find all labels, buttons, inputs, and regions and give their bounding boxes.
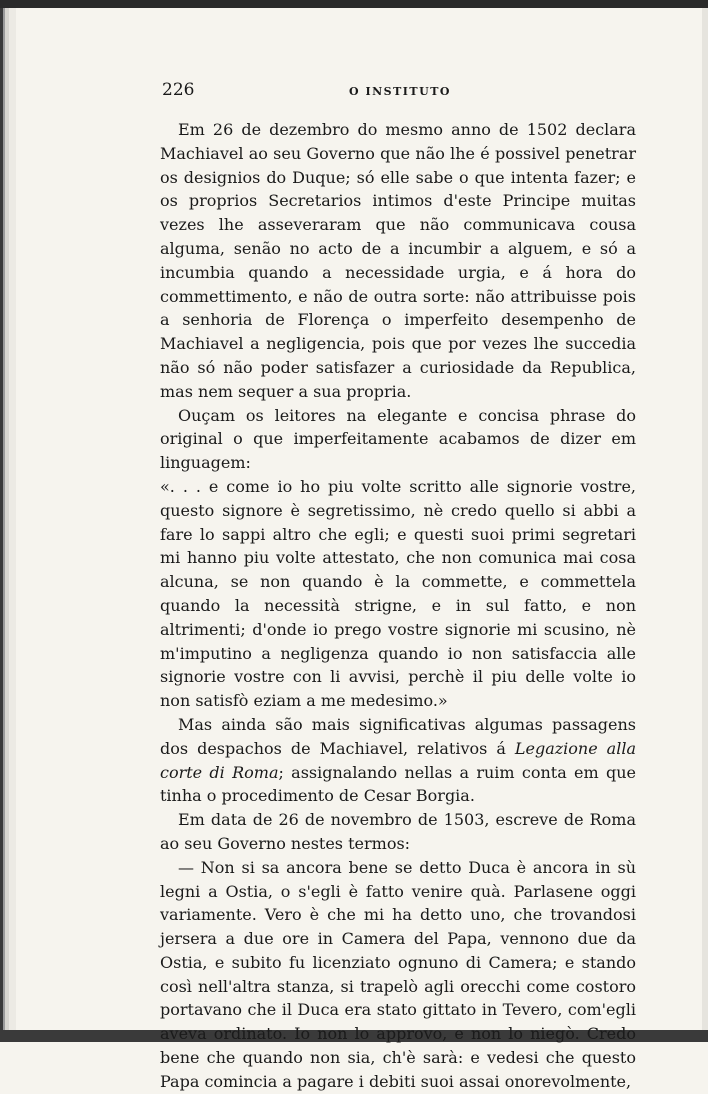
book-spine-edge [0,8,16,1042]
page-number: 226 [162,80,195,100]
paragraph-novembro: Em data de 26 de novembro de 1503, escreve de Roma ao seu Governo nestes termos: [160,810,636,853]
paragraph-italian-quote: «. . . e come io ho piu volte scritto alle signorie vostre, questo signore è segretissimo, nè credo quello si abbi a fare lo sappi altro che egli; e questi suoi primi segretari mi hanno piu volte attestato, che non comunica mai cosa alcuna, se non quando è la commette, e commettela quando la necessità strigne, e in sul fatto, e non altrimenti; d'onde io prego vostre signorie mi scusino, nè m'imputino a negligenza quando io non satisfaccia alle signorie vostre con li avvisi, perchè il piu delle volte io non satisfò eziam a me medesimo.» [160,476,636,711]
legazione-text-before: Mas ainda são mais significativas algumas passagens dos despachos de Machiavel, relativos á [160,714,636,758]
legazione-text-after: ; assignalando nellas a ruim conta em que tinha o procedimento de Cesar Borgia. [160,762,636,806]
paragraph-legazione [160,713,636,808]
page-header [162,80,638,104]
running-title: O INSTITUTO [349,85,451,98]
page-body [160,118,636,1094]
scan-top-border [0,0,708,8]
paragraph-intro-quote: Ouçam os leitores na elegante e concisa phrase do original o que imperfeitamente acabamos de dizer em linguagem: [160,405,636,473]
paragraph-duca-quote: — Non si sa ancora bene se detto Duca è ancora in sù legni a Ostia, o s'egli è fatto venire quà. Parlasene oggi variamente. Vero è che mi ha detto uno, che trovandosi jersera a due ore in Camera del Papa, vennono due da Ostia, e subito fu licenziato ognuno di Camera; e stando così nell'altra stanza, si trapelò agli orecchi come costoro portavano che il Duca era stato gittato in Tevero, com'egli aveva ordinato. Io non lo approvo, e non lo niegò. Credo bene che quando non sia, ch'è sarà: e vedesi che questo Papa comincia a pagare i debiti suoi assai onorevolmente, [160,857,636,1091]
legazione-title-italic: Legazione alla corte di Roma [160,738,636,782]
page-right-edge [702,8,708,1042]
paragraph-dezembro: Em 26 de dezembro do mesmo anno de 1502 declara Machiavel ao seu Governo que não lhe é possivel penetrar os designios do Duque; só elle sabe o que intenta fazer; e os proprios Secretarios intimos d'este Principe muitas vezes lhe asseveraram que não communicava cousa alguma, senão no acto de a incumbir a alguem, e só a incumbia quando a necessidade urgia, e á hora do commettimento, e não de outra sorte: não attribuisse pois a senhoria de Florença o imperfeito desempenho de Machiavel a negligencia, pois que por vezes lhe succedia não só não poder satisfazer a curiosidade da Republica, mas nem sequer a sua propria. [160,120,636,401]
